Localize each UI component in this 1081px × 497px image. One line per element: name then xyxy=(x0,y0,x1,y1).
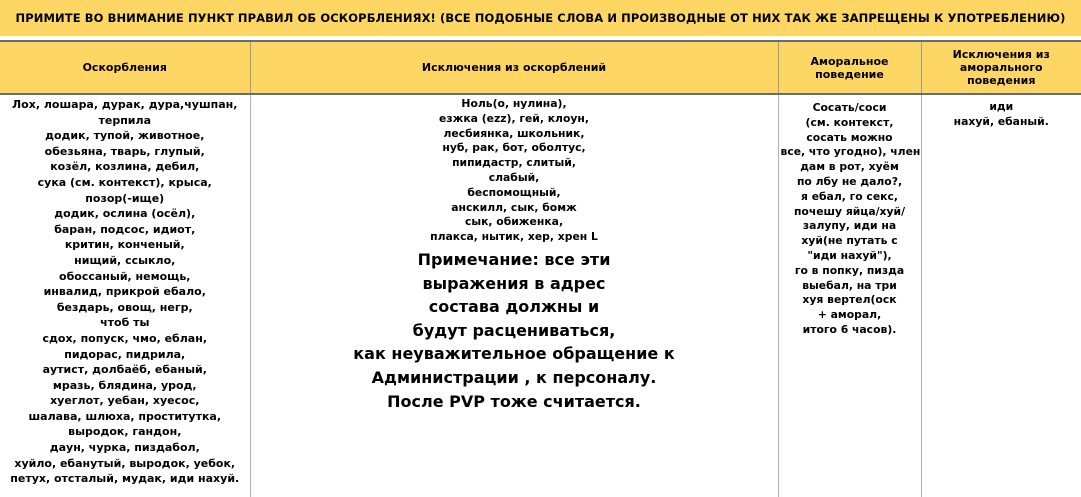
insults-lines-line: нищий, ссыкло, xyxy=(74,253,176,267)
note-lines-line: будут расцениваться, xyxy=(412,320,616,340)
insults-lines-line: критин, конченый, xyxy=(64,238,185,252)
insults-lines-line: сдох, попуск, чмо, еблан, xyxy=(42,331,207,345)
immoral-lines-line: я ебал, го секс, xyxy=(801,189,898,203)
insult-exceptions-lines-line: лесбиянка, школьник, xyxy=(443,126,585,140)
immoral-lines-line: все, что угодно), член xyxy=(780,145,921,159)
header-insults-label: Оскорбления xyxy=(82,61,167,74)
insults-lines-line: шалава, шлюха, проститутка, xyxy=(28,409,222,423)
insults-list xyxy=(2,97,248,487)
insults-lines-line: бездарь, овощ, негр, xyxy=(56,300,193,314)
header-immoral-exceptions-line-2: аморального xyxy=(959,61,1043,74)
header-immoral-line-2: поведение xyxy=(815,67,884,81)
insult-exceptions-lines-line: пипидастр, слитый, xyxy=(452,156,576,170)
insults-lines-line: выродок, гандон, xyxy=(68,425,182,439)
immoral-list xyxy=(781,97,919,338)
insult-exceptions-lines-line: езжка (ezz), гей, клоун, xyxy=(439,111,589,125)
note-lines-line: как неуважительное обращение к xyxy=(353,344,675,364)
immoral-lines-line: хуй(не путать с xyxy=(801,234,898,248)
insults-lines-line: позор(-ище) xyxy=(85,191,165,205)
immoral-lines-line: (см. контекст, xyxy=(805,115,894,129)
insults-lines-line: хуеглот, уебан, хуесос, xyxy=(50,394,200,408)
insult-exceptions-lines-line: беспомощный, xyxy=(467,185,561,199)
immoral-lines-line: по лбу не дало?, xyxy=(796,174,903,188)
insult-exceptions-lines-line: плакса, нытик, хер, хрен L xyxy=(430,230,598,244)
header-insults[interactable] xyxy=(0,41,250,94)
insults-lines-line: терпила xyxy=(98,113,151,127)
insults-lines-line: козёл, козлина, дебил, xyxy=(50,160,200,174)
immoral-exceptions-list xyxy=(924,97,1080,130)
immoral-lines-line: "иди нахуй"), xyxy=(807,248,892,262)
insults-lines-line: Лох, лошара, дурак, дура,чушпан, xyxy=(12,98,238,111)
immoral-exceptions-lines-line: нахуй, ебаный. xyxy=(953,114,1049,128)
insults-lines-line: чтоб ты xyxy=(100,316,150,330)
insults-lines-line: додик, тупой, животное, xyxy=(45,129,205,143)
note-lines-line: После PVP тоже считается. xyxy=(387,391,641,411)
note-lines-line: Администрации , к персоналу. xyxy=(371,367,657,387)
cell-immoral-exceptions[interactable] xyxy=(921,94,1081,497)
note-block xyxy=(253,248,776,413)
insults-lines-line: даун, чурка, пиздабол, xyxy=(49,441,200,455)
insults-lines-line: мразь, блядина, урод, xyxy=(52,378,197,392)
note-lines-line: выражения в адрес xyxy=(422,273,606,293)
insult-exceptions-lines-line: анскилл, сык, бомж xyxy=(451,200,577,214)
header-immoral-exceptions-line-3: поведения xyxy=(967,74,1036,87)
insults-lines-line: баран, подсос, идиот, xyxy=(54,222,196,236)
content-row xyxy=(0,94,1081,497)
insults-lines-line: сука (см. контекст), крыса, xyxy=(37,175,212,189)
insults-lines-line: пидорас, пидрила, xyxy=(64,347,186,361)
insults-lines-line: додик, ослина (осёл), xyxy=(54,207,196,221)
insult-exceptions-list xyxy=(253,97,776,245)
immoral-lines-line: хуя вертел(оск xyxy=(802,293,897,307)
immoral-lines-line: сосать можно xyxy=(806,130,893,144)
immoral-lines-line: итого 6 часов). xyxy=(802,322,897,336)
immoral-lines-line: го в попку, пизда xyxy=(794,263,905,277)
insult-exceptions-lines-line: слабый, xyxy=(488,170,540,184)
immoral-lines-line: Сосать/соси xyxy=(812,101,887,114)
immoral-exceptions-lines-line: иди xyxy=(989,100,1014,113)
immoral-lines-line: + аморал, xyxy=(817,308,882,322)
warning-banner: ПРИМИТЕ ВО ВНИМАНИЕ ПУНКТ ПРАВИЛ ОБ ОСКОРБЛЕНИЯХ! (ВСЕ ПОДОБНЫЕ СЛОВА И ПРОИЗВОДНЫЕ ОТ НИХ ТАК ЖЕ ЗАПРЕЩЕНЫ К УПОТРЕБЛЕНИЮ) xyxy=(0,0,1081,36)
insults-lines-line: петух, отсталый, мудак, иди нахуй. xyxy=(10,472,240,486)
insults-lines-line: обезьяна, тварь, глупый, xyxy=(44,144,205,158)
header-immoral[interactable] xyxy=(778,41,921,94)
rules-table xyxy=(0,40,1081,497)
cell-insult-exceptions[interactable] xyxy=(250,94,778,497)
immoral-lines-line: почешу яйца/хуй/ xyxy=(793,204,906,218)
cell-immoral[interactable] xyxy=(778,94,921,497)
insults-lines-line: хуйло, ебанутый, выродок, уебок, xyxy=(14,456,236,470)
immoral-lines-line: выебал, на три xyxy=(802,278,897,292)
header-immoral-line-1: Аморальное xyxy=(810,54,889,68)
insult-exceptions-lines-line: Ноль(о, нулина), xyxy=(461,97,567,110)
header-insult-exceptions-label: Исключения из оскорблений xyxy=(421,61,607,74)
cell-insults[interactable] xyxy=(0,94,250,497)
header-immoral-exceptions[interactable] xyxy=(921,41,1081,94)
header-row xyxy=(0,41,1081,94)
immoral-lines-line: дам в рот, хуём xyxy=(800,160,899,174)
note-lines-line: Примечание: все эти xyxy=(417,249,611,269)
note-lines-line: состава должны и xyxy=(428,297,600,317)
header-insult-exceptions[interactable] xyxy=(250,41,778,94)
insult-exceptions-lines-line: сык, обиженка, xyxy=(464,215,564,229)
insults-lines-line: обоссаный, немощь, xyxy=(59,269,191,283)
insults-lines-line: инвалид, прикрой ебало, xyxy=(43,285,206,299)
insult-exceptions-lines-line: нуб, рак, бот, оболтус, xyxy=(442,141,586,155)
immoral-lines-line: залупу, иди на xyxy=(802,219,897,233)
insults-lines-line: аутист, долбаёб, ебаный, xyxy=(42,363,207,377)
header-immoral-exceptions-line-1: Исключения из xyxy=(952,48,1050,61)
